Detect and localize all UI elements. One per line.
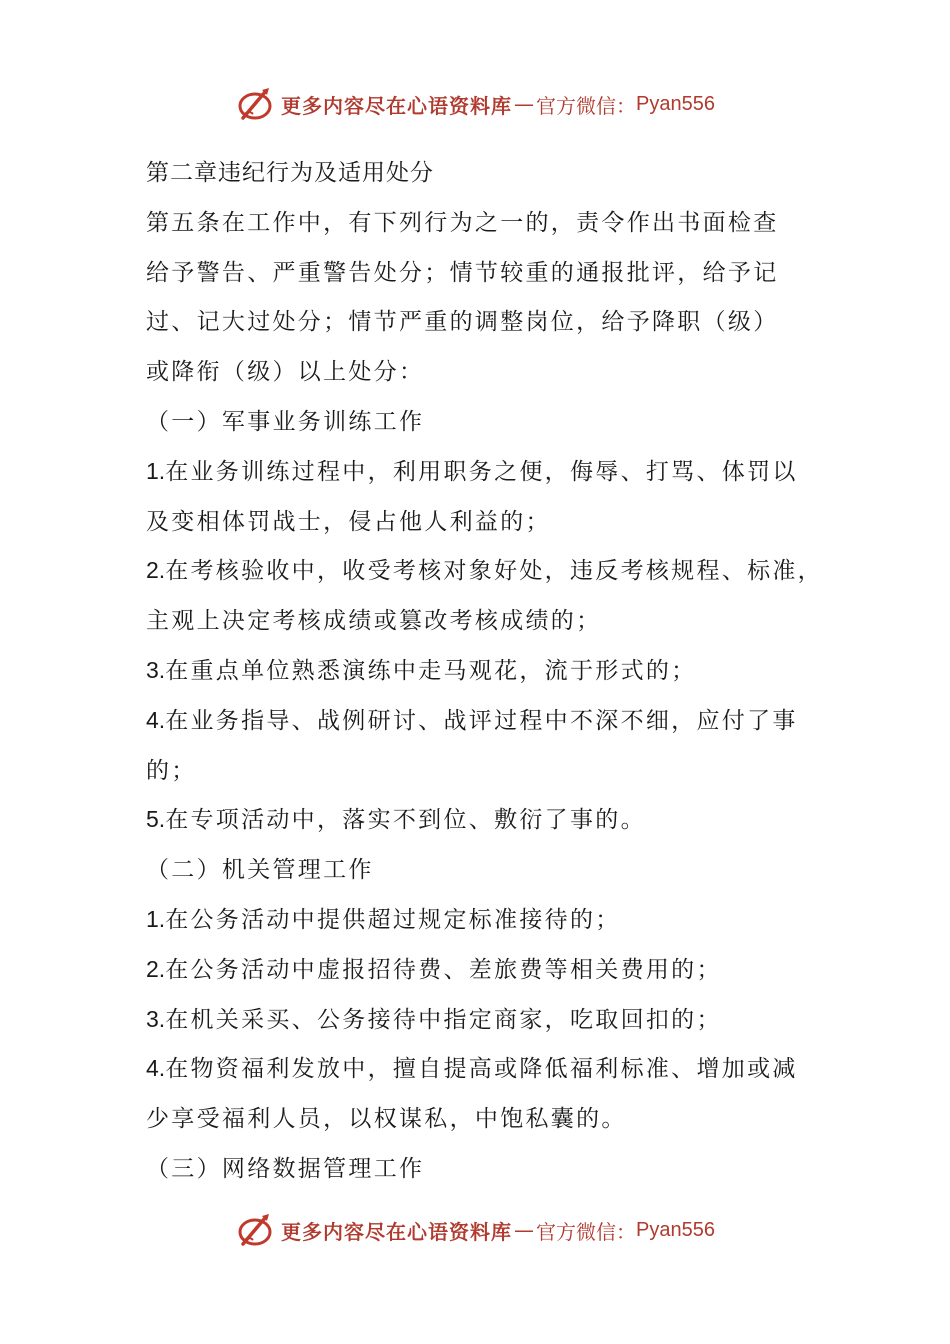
line-text: 及变相体罚战士，侵占他人利益的； xyxy=(146,508,551,535)
footer-banner xyxy=(0,1208,950,1252)
doc-line xyxy=(146,1044,836,1094)
item-number: 3. xyxy=(146,656,166,683)
item-number: 4. xyxy=(146,1055,166,1082)
line-text: 在业务训练过程中，利用职务之便，侮辱、打骂、体罚以 xyxy=(165,458,798,485)
header-banner xyxy=(0,82,950,126)
line-text: 在物资福利发放中，擅自提高或降低福利标准、增加或减 xyxy=(165,1056,798,1083)
line-text: 给予警告、严重警告处分；情节较重的通报批评，给予记 xyxy=(146,259,779,286)
section-heading xyxy=(146,397,836,447)
line-text: 少享受福利人员，以权谋私，中饱私囊的。 xyxy=(146,1106,627,1133)
item-number: 2. xyxy=(146,955,166,982)
item-number: 2. xyxy=(146,557,166,584)
line-text: 主观上决定考核成绩或篡改考核成绩的； xyxy=(146,608,602,635)
doc-line xyxy=(146,945,836,995)
wechat-label: 官方微信： xyxy=(536,1219,637,1244)
doc-line xyxy=(146,696,836,746)
banner-separator: — xyxy=(514,92,535,116)
doc-line xyxy=(146,347,836,397)
line-text: 在考核验收中，收受考核对象好处，违反考核规程、标准， xyxy=(165,558,823,585)
doc-line xyxy=(146,995,836,1045)
section-heading xyxy=(146,845,836,895)
doc-line xyxy=(146,546,836,596)
pen-logo-icon xyxy=(235,84,275,124)
doc-line xyxy=(146,746,836,796)
item-number: 4. xyxy=(146,706,166,733)
line-text: （三）网络数据管理工作 xyxy=(146,1155,425,1182)
wechat-id: Pyan556 xyxy=(636,1218,715,1241)
banner-separator: — xyxy=(514,1218,535,1242)
doc-line xyxy=(146,248,836,298)
item-number: 5. xyxy=(146,806,166,833)
doc-line xyxy=(146,148,836,198)
section-heading xyxy=(146,1144,836,1194)
doc-line xyxy=(146,646,836,696)
doc-line xyxy=(146,198,836,248)
wechat-label: 官方微信： xyxy=(536,93,637,118)
line-text: 在公务活动中虚报招待费、差旅费等相关费用的； xyxy=(165,956,722,983)
line-text: 在公务活动中提供超过规定标准接待的； xyxy=(165,906,621,933)
pen-logo-icon xyxy=(235,1210,275,1250)
doc-line xyxy=(146,497,836,547)
line-text: 第二章违纪行为及适用处分 xyxy=(146,160,434,186)
doc-line xyxy=(146,297,836,347)
banner-text: 更多内容尽在心语资料库 xyxy=(281,1219,513,1244)
wechat-id: Pyan556 xyxy=(636,92,715,115)
document-body xyxy=(146,148,836,1194)
doc-line xyxy=(146,1094,836,1144)
line-text: 在重点单位熟悉演练中走马观花，流于形式的； xyxy=(165,657,697,684)
doc-line xyxy=(146,447,836,497)
item-number: 1. xyxy=(146,905,166,932)
line-text: 在专项活动中，落实不到位、敷衍了事的。 xyxy=(165,807,646,834)
line-text: （一）军事业务训练工作 xyxy=(146,408,425,435)
doc-line xyxy=(146,596,836,646)
banner-text: 更多内容尽在心语资料库 xyxy=(281,93,513,118)
line-text: 第五条在工作中，有下列行为之一的，责令作出书面检查 xyxy=(146,209,779,236)
doc-line xyxy=(146,895,836,945)
line-text: 过、记大过处分；情节严重的调整岗位，给予降职（级） xyxy=(146,309,779,336)
doc-line xyxy=(146,795,836,845)
line-text: 的； xyxy=(146,757,197,784)
item-number: 3. xyxy=(146,1005,166,1032)
item-number: 1. xyxy=(146,457,166,484)
line-text: 在业务指导、战例研讨、战评过程中不深不细，应付了事 xyxy=(165,707,798,734)
line-text: 在机关采买、公务接待中指定商家，吃取回扣的； xyxy=(165,1006,722,1033)
line-text: 或降衔（级）以上处分： xyxy=(146,359,425,386)
line-text: （二）机关管理工作 xyxy=(146,857,374,884)
